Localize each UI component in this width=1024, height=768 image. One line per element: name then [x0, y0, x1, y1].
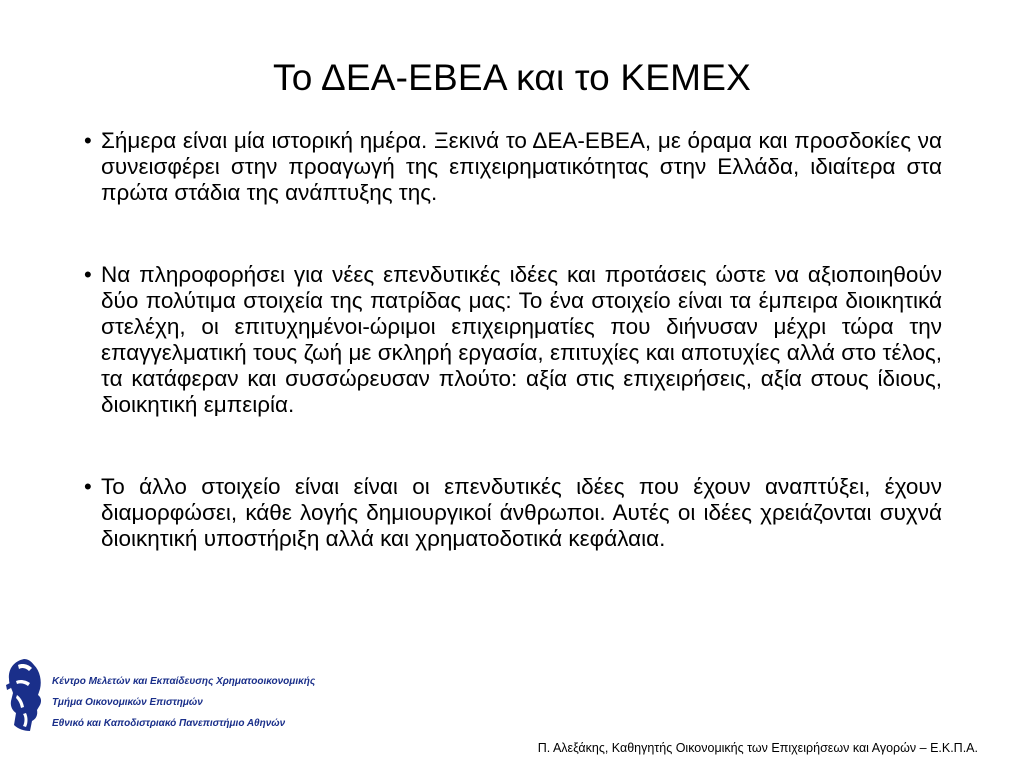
institution-logo: [0, 655, 316, 735]
bullet-item: [84, 128, 942, 206]
bullet-marker: •: [84, 128, 92, 153]
logo-line: Κέντρο Μελετών και Εκπαίδευσης Χρηματοοικονομικής: [52, 676, 316, 687]
athena-head-icon: [4, 655, 46, 735]
slide-title: Το ΔΕΑ-ΕΒΕΑ και το ΚΕΜΕΧ: [273, 57, 751, 98]
bullet-text: Το άλλο στοιχείο είναι είναι οι επενδυτικές ιδέες που έχουν αναπτύξει, έχουν διαμορφώσει, κάθε λογής δημιουργικοί άνθρωποι. Αυτές οι ιδέες χρειάζονται συχνά διοικητική υποστήριξη αλλά και χρηματοδοτικά κεφάλαια.: [101, 474, 942, 551]
logo-line: Τμήμα Οικονομικών Επιστημών: [52, 697, 203, 708]
bullet-marker: •: [84, 474, 92, 499]
bullet-text: Να πληροφορήσει για νέες επενδυτικές ιδέες και προτάσεις ώστε να αξιοποιηθούν δύο πολύτιμα στοιχεία της πατρίδας μας: Το ένα στοιχείο είναι τα έμπειρα διοικητικά στελέχη, οι επιτυχημένοι-ώριμοι επιχειρηματίες που διήνυσαν μέχρι τώρα την επαγγελματική τους ζωή με σκληρή εργασία, επιτυχίες και αποτυχίες αλλά στο τέλος, τα κατάφεραν και συσσώρευσαν πλούτο: αξία στις επιχειρήσεις, αξία στους ίδιους, διοικητική εμπειρία.: [101, 262, 942, 417]
bullet-text: Σήμερα είναι μία ιστορική ημέρα. Ξεκινά το ΔΕΑ-ΕΒΕΑ, με όραμα και προσδοκίες να συνεισφέρει στην προαγωγή της επιχειρηματικότητας στην Ελλάδα, ιδιαίτερα στα πρώτα στάδια της ανάπτυξης της.: [101, 128, 942, 205]
bullet-item: [84, 474, 942, 552]
logo-text: [52, 671, 315, 734]
bullet-list: [84, 128, 942, 552]
footer-credit: Π. Αλεξάκης, Καθηγητής Οικονομικής των Επιχειρήσεων και Αγορών – Ε.Κ.Π.Α.: [537, 741, 978, 755]
bullet-item: [84, 262, 942, 418]
bullet-marker: •: [84, 262, 92, 287]
logo-line: Εθνικό και Καποδιστριακό Πανεπιστήμιο Αθηνών: [52, 718, 286, 729]
